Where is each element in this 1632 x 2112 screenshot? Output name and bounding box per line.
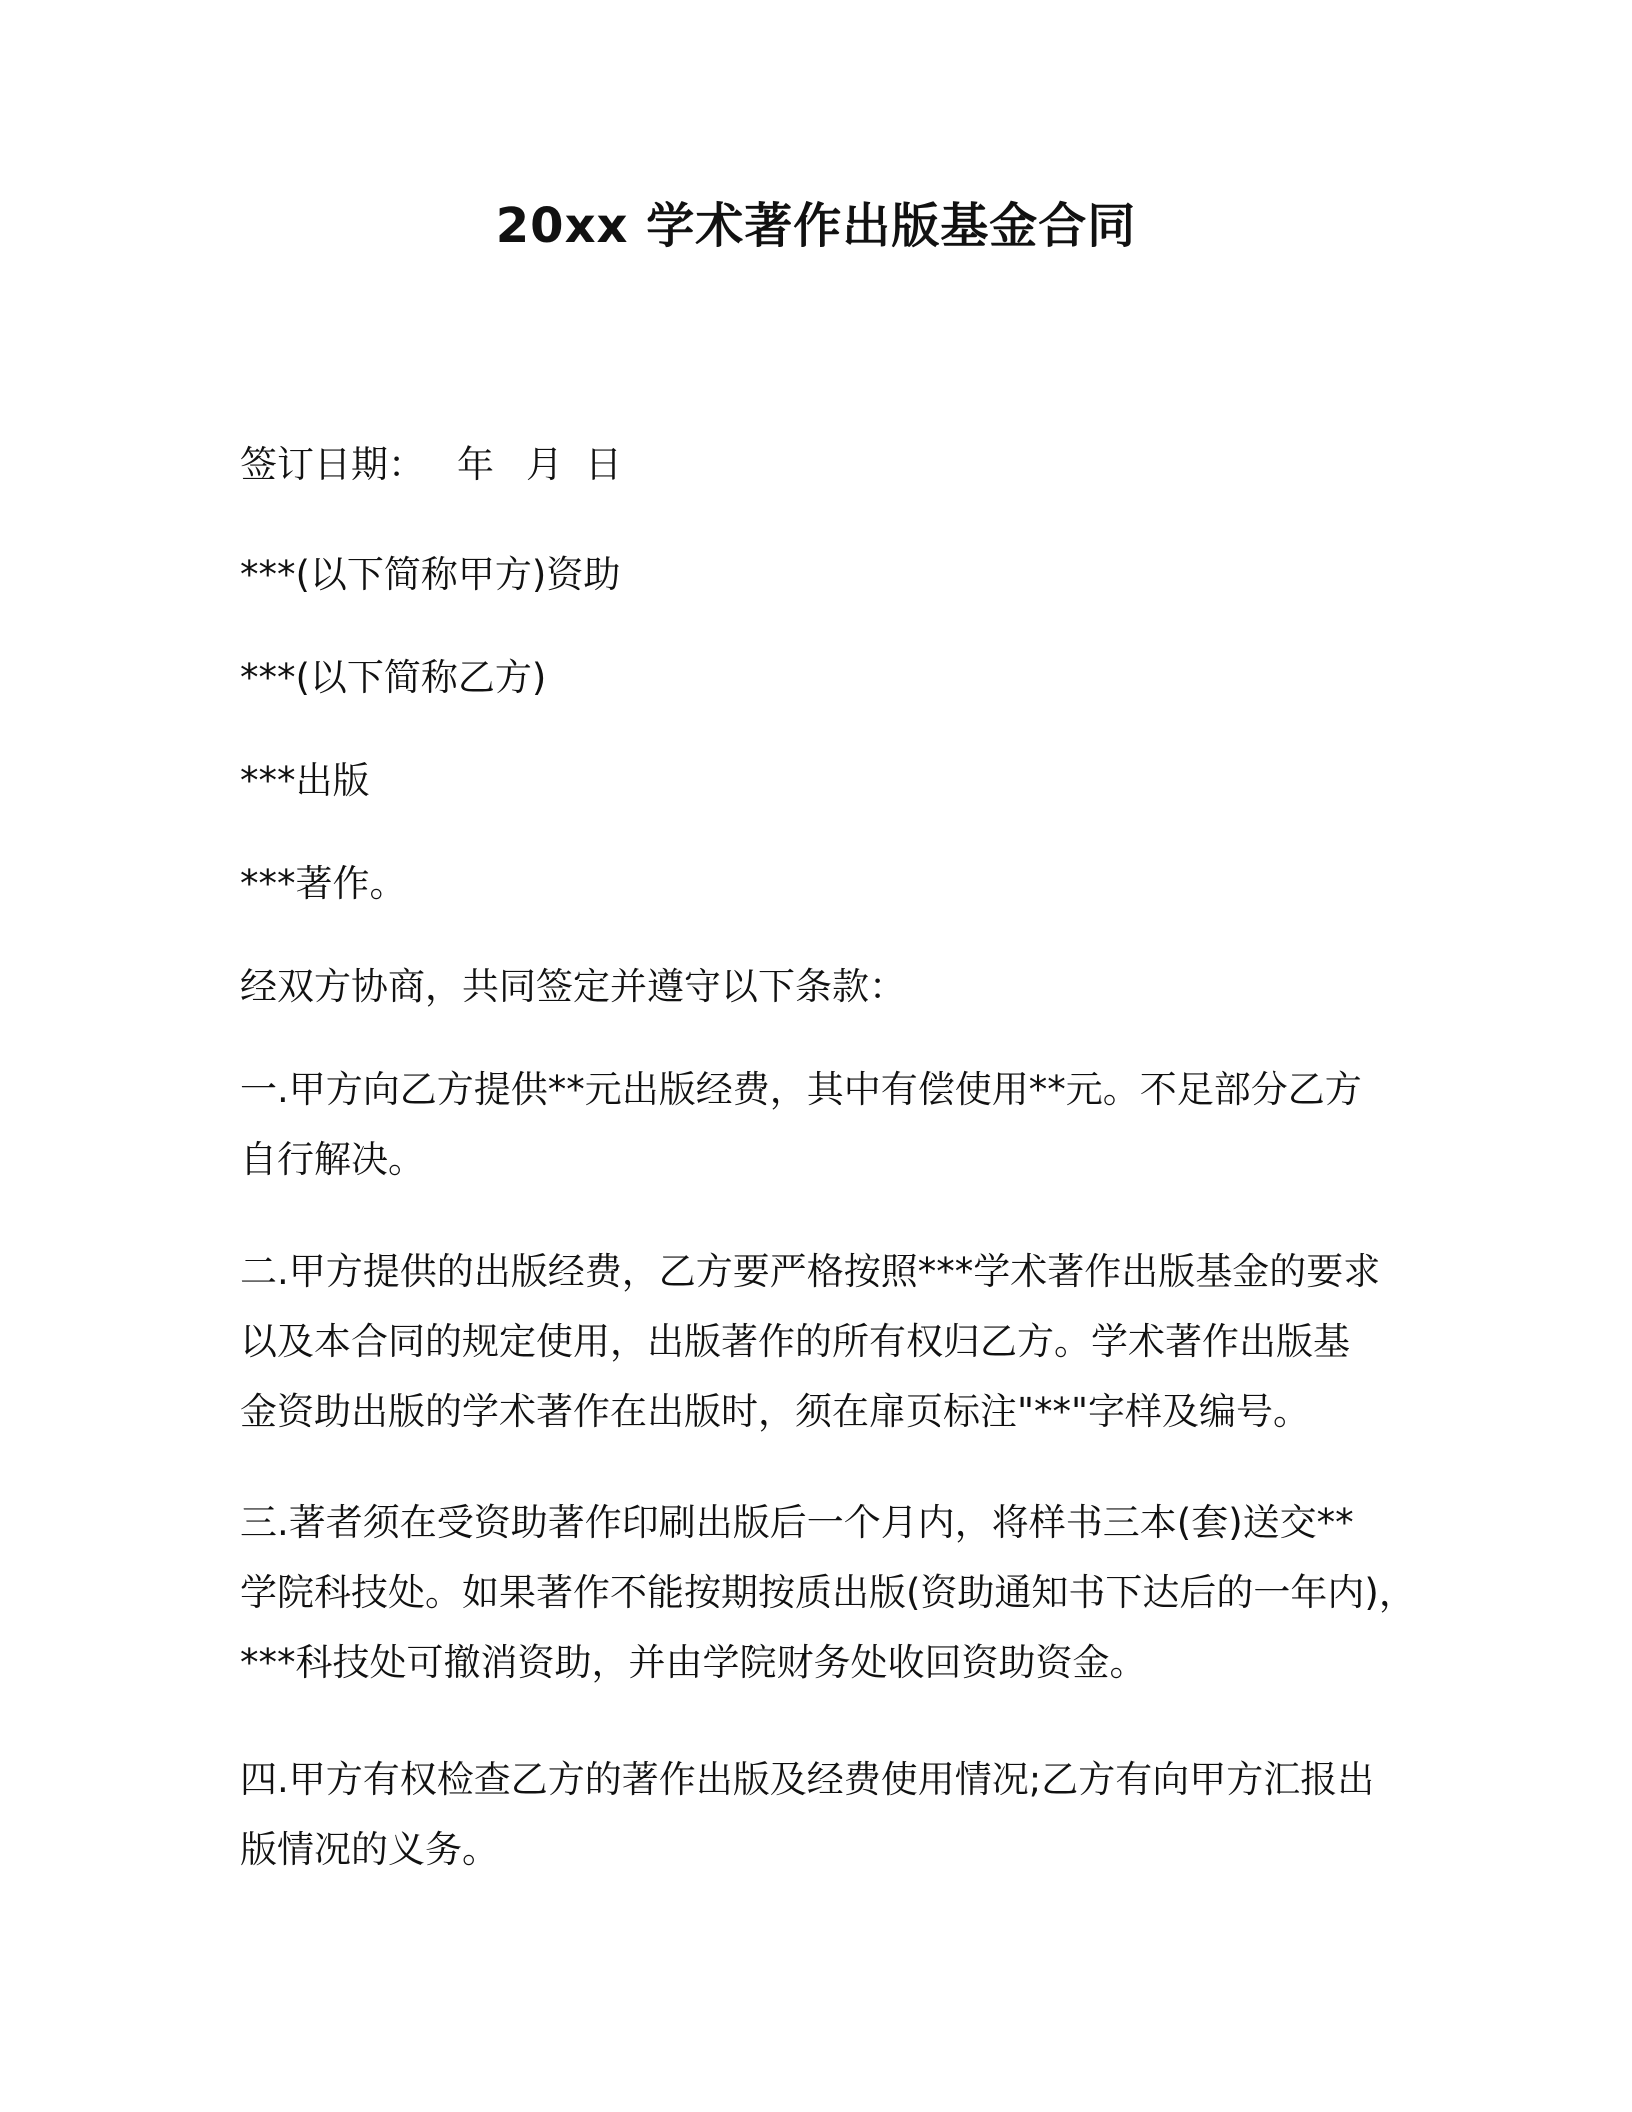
signing-date-label: 签订日期： xyxy=(240,443,425,486)
clause-3-line-3: ***科技处可撤消资助，并由学院财务处收回资助资金。 xyxy=(240,1641,1147,1684)
document-title: 20xx 学术著作出版基金合同 xyxy=(495,198,1137,254)
clause-4 xyxy=(240,1745,1410,1885)
clause-2-line-2: 以及本合同的规定使用，出版著作的所有权归乙方。学术著作出版基 xyxy=(240,1320,1350,1363)
clause-2-line-3: 金资助出版的学术著作在出版时，须在扉页标注"**"字样及编号。 xyxy=(240,1390,1311,1433)
intro-line-publisher: ***出版 xyxy=(240,759,370,802)
intro-line-work: ***著作。 xyxy=(240,862,407,905)
clause-1 xyxy=(240,1055,1410,1195)
clause-4-line-2: 版情况的义务。 xyxy=(240,1828,499,1871)
intro-line-agreement: 经双方协商，共同签定并遵守以下条款： xyxy=(240,965,906,1008)
clause-3-line-1: 三.著者须在受资助著作印刷出版后一个月内，将样书三本(套)送交** xyxy=(240,1501,1354,1544)
clause-2-line-1: 二.甲方提供的出版经费，乙方要严格按照***学术著作出版基金的要求 xyxy=(240,1250,1381,1293)
clause-3-line-2: 学院科技处。如果著作不能按期按质出版(资助通知书下达后的一年内)， xyxy=(240,1571,1416,1614)
clause-1-line-1: 一.甲方向乙方提供**元出版经费，其中有偿使用**元。不足部分乙方 xyxy=(240,1068,1362,1111)
clause-2 xyxy=(240,1237,1410,1447)
signing-date-line xyxy=(240,430,1410,500)
clause-1-line-2: 自行解决。 xyxy=(240,1138,425,1181)
clause-4-line-1: 四.甲方有权检查乙方的著作出版及经费使用情况;乙方有向甲方汇报出 xyxy=(240,1758,1375,1801)
clause-3 xyxy=(240,1488,1416,1698)
intro-line-recipient: ***(以下简称乙方) xyxy=(240,656,547,699)
date-year: 年 xyxy=(457,443,494,486)
intro-line-funder: ***(以下简称甲方)资助 xyxy=(240,553,621,596)
date-day: 日 xyxy=(585,443,622,486)
date-month: 月 xyxy=(526,443,563,486)
